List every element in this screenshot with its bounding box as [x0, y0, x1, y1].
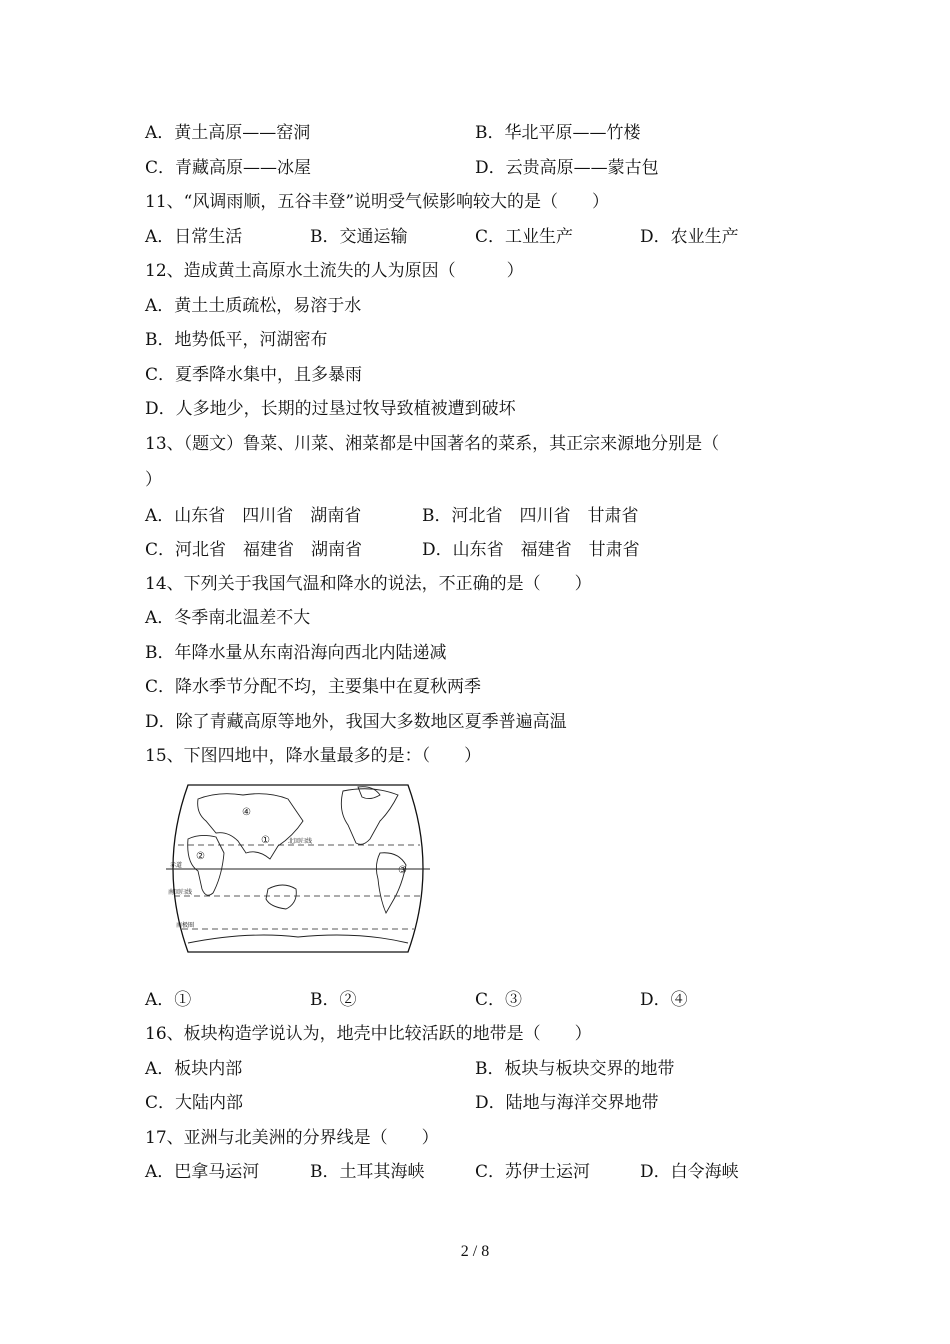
map-marker-3: ③: [398, 865, 407, 876]
q13-option-a: A．山东省 四川省 湖南省: [145, 506, 362, 526]
q15-option-b: B．②: [310, 990, 357, 1010]
map-outline: [173, 785, 423, 952]
eurasia-shape: [198, 794, 303, 859]
q11-stem: 11、“风调雨顺，五谷丰登”说明受气候影响较大的是（ ）: [145, 192, 610, 212]
q17-option-c: C．苏伊士运河: [475, 1162, 591, 1182]
q15-option-d: D．④: [640, 990, 688, 1010]
world-map-figure: [158, 781, 438, 956]
q11-option-b: B．交通运输: [310, 227, 408, 247]
q16-option-b: B．板块与板块交界的地带: [475, 1059, 675, 1079]
antarctica-shape: [188, 935, 408, 943]
q14-option-b: B．年降水量从东南沿海向西北内陆递减: [145, 643, 447, 663]
q17-stem: 17、亚洲与北美洲的分界线是（ ）: [145, 1128, 439, 1148]
antarctic-label: 南极圈: [176, 922, 195, 929]
q14-option-a: A．冬季南北温差不大: [145, 608, 311, 628]
q14-stem: 14、下列关于我国气温和降水的说法，不正确的是（ ）: [145, 574, 592, 594]
q16-option-a: A．板块内部: [145, 1059, 243, 1079]
q15-option-a: A．①: [145, 990, 192, 1010]
q13-stem-cont: ）: [145, 470, 162, 490]
map-marker-1: ①: [261, 835, 270, 846]
q14-option-c: C．降水季节分配不均，主要集中在夏秋两季: [145, 677, 482, 697]
q10-option-a: A．黄土高原——窑洞: [145, 123, 311, 143]
africa-shape: [188, 835, 224, 895]
q12-option-d: D．人多地少，长期的过垦过牧导致植被遭到破坏: [145, 399, 516, 419]
q10-option-c: C．青藏高原——冰屋: [145, 158, 312, 178]
page-number: 2 / 8: [460, 1243, 490, 1260]
south-america-shape: [376, 853, 406, 913]
q11-option-c: C．工业生产: [475, 227, 574, 247]
q13-stem: 13、（题文）鲁菜、川菜、湘菜都是中国著名的菜系，其正宗来源地分别是（: [145, 434, 720, 454]
tropic-north-label: 北回归线: [288, 838, 313, 845]
q14-option-d: D．除了青藏高原等地外，我国大多数地区夏季普遍高温: [145, 712, 567, 732]
equator-label: 赤道: [170, 862, 183, 869]
map-marker-4: ④: [242, 807, 251, 818]
q13-option-b: B．河北省 四川省 甘肃省: [422, 506, 639, 526]
tropic-south-label: 南回归线: [168, 889, 193, 896]
q13-option-c: C．河北省 福建省 湖南省: [145, 540, 363, 560]
australia-shape: [266, 885, 296, 909]
q16-option-c: C．大陆内部: [145, 1093, 244, 1113]
q15-option-c: C．③: [475, 990, 523, 1010]
q17-option-a: A．巴拿马运河: [145, 1162, 260, 1182]
q11-option-d: D．农业生产: [640, 227, 739, 247]
q17-option-b: B．土耳其海峡: [310, 1162, 425, 1182]
q10-option-b: B．华北平原——竹楼: [475, 123, 641, 143]
map-marker-2: ②: [196, 851, 205, 862]
q15-stem: 15、下图四地中，降水量最多的是：（ ）: [145, 746, 482, 766]
q11-option-a: A．日常生活: [145, 227, 243, 247]
q17-option-d: D．白令海峡: [640, 1162, 739, 1182]
q16-stem: 16、板块构造学说认为，地壳中比较活跃的地带是（ ）: [145, 1024, 592, 1044]
north-america-shape: [341, 789, 398, 845]
q12-stem: 12、造成黄土高原水土流失的人为原因（ ）: [145, 261, 524, 281]
q10-option-d: D．云贵高原——蒙古包: [475, 158, 659, 178]
q12-option-b: B．地势低平，河湖密布: [145, 330, 328, 350]
q12-option-c: C．夏季降水集中，且多暴雨: [145, 365, 363, 385]
q13-option-d: D．山东省 福建省 甘肃省: [422, 540, 640, 560]
q12-option-a: A．黄土土质疏松，易溶于水: [145, 296, 362, 316]
q16-option-d: D．陆地与海洋交界地带: [475, 1093, 659, 1113]
